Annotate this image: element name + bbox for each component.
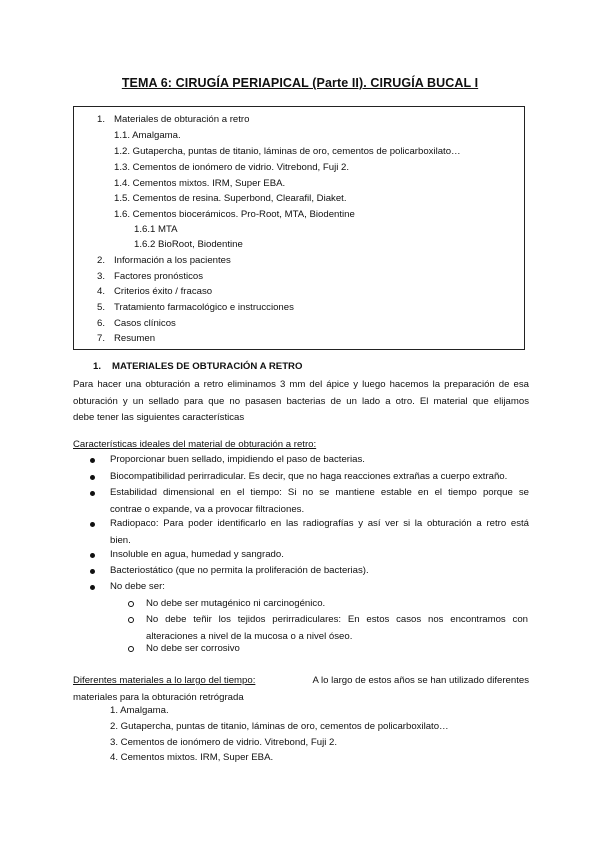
toc-item: 1.6.2 BioRoot, Biodentine [134, 239, 243, 250]
list-item: 4. Cementos mixtos. IRM, Super EBA. [110, 752, 274, 763]
list-item: 1. Amalgama. [110, 705, 169, 716]
list-item: 2. Gutapercha, puntas de titanio, láminas de oro, cementos de policarboxilato… [110, 721, 449, 732]
bullet-icon [90, 569, 95, 574]
bullet-icon [90, 553, 95, 558]
page-title: TEMA 6: CIRUGÍA PERIAPICAL (Parte II). CIRUGÍA BUCAL I [121, 76, 479, 90]
materials-over-time-paragraph: Diferentes materiales a lo largo del tiempo: A lo largo de estos años se han utilizado diferentes materiales para la obturación retrógrada [73, 675, 529, 703]
sub-list-item: No debe teñir los tejidos perirradiculares: En estos casos nos encontramos con alteraciones a nivel de la mucosa o a nivel óseo. [128, 612, 528, 645]
bullet-icon [90, 491, 95, 496]
table-of-contents: 1. Materiales de obturación a retro 1.1. Amalgama. 1.2. Gutapercha, puntas de titanio, láminas de oro, cementos de policarboxilato… 1.3. Cementos de ionómero de vidrio. Vitrebond, Fuji 2. 1.4. Cementos mixtos. IRM, Super EBA. 1.5. Cementos de resina. Superbond, Clearafil, Diaket. 1.6. Cementos biocerámicos. Pro-Root, MTA, Biodentine 1.6.1 MTA 1.6.2 BioRoot, Biodentine 2. Información a los pacientes 3. Factores pronósticos 4. Criterios éxito / fracaso 5. Tratamiento farmacológico e instrucciones 6. Casos clínicos 7. Resumen [73, 106, 525, 350]
toc-item: 1.6.1 MTA [134, 224, 178, 235]
bullet-icon [90, 458, 95, 463]
toc-item: 1.6. Cementos biocerámicos. Pro-Root, MTA, Biodentine [114, 209, 355, 220]
circle-bullet-icon [128, 646, 134, 652]
ideal-characteristics-heading: Características ideales del material de obturación a retro: [73, 439, 317, 450]
circle-bullet-icon [128, 601, 134, 607]
list-item: Estabilidad dimensional en el tiempo: Si no se mantiene estable en el tiempo porque se contrae o expande, va a provocar filtraciones. [90, 485, 530, 518]
list-item: Radiopaco: Para poder identificarlo en las radiografías y así ver si la obturación a retro está bien. [90, 516, 530, 549]
circle-bullet-icon [128, 617, 134, 623]
intro-paragraph: Para hacer una obturación a retro eliminamos 3 mm del ápice y luego hacemos la preparación de esa obturación y un sellado para que no pasasen bacterias de un lado a otro. El material que elijamos debe tener las siguientes características [73, 379, 529, 423]
toc-item: 1.4. Cementos mixtos. IRM, Super EBA. [114, 178, 286, 189]
toc-item: 1.3. Cementos de ionómero de vidrio. Vitrebond, Fuji 2. [114, 162, 349, 173]
bullet-icon [90, 585, 95, 590]
document-page: TEMA 6: CIRUGÍA PERIAPICAL (Parte II). CIRUGÍA BUCAL I 1. Materiales de obturación a retro 1.1. Amalgama. 1.2. Gutapercha, puntas de titanio, láminas de oro, cementos de policarboxilato… 1.3. Cementos de ionómero de vidrio. Vitrebond, Fuji 2. 1.4. Cementos mixtos. IRM, Super EBA. 1.5. Cementos de resina. Superbond, Clearafil, Diaket. 1.6. Cementos biocerámicos. Pro-Root, MTA, Biodentine 1.6.1 MTA 1.6.2 BioRoot, Biodentine 2. Información a los pacientes 3. Factores pronósticos 4. Criterios éxito / fracaso 5. Tratamiento farmacológico e instrucciones 6. Casos clínicos 7. Resumen 1. MATERIALES DE OBTURACIÓN A RETRO Para hacer una obturación a retro eliminamos 3 mm del ápice y luego hacemos la preparación de esa obturación y un sellado para que no pasasen bacterias de un lado a otro. El material que elijamos debe tener las siguientes características Características ideales del material de obturación a retro: Proporcionar buen sellado, impidiendo el paso de bacterias. Biocompatibilidad perirradicular. Es decir, que no haga reacciones extrañas a cuerpo extraño. Estabilidad dimensional en el tiempo: Si no se mantiene estable en el tiempo porque se contrae o expande, va a provocar filtraciones. Radiopaco: Para poder identificarlo en las radiografías y así ver si la obturación a retro está bien. Insoluble en agua, humedad y sangrado. Bacteriostático (que no permita la proliferación de bacterias). No debe ser: No debe ser mutagénico ni carcinogénico. No debe teñir los tejidos perirradiculares: En estos casos nos encontramos con alteraciones a nivel de la mucosa o a nivel óseo. No debe ser corrosivo Diferentes materiales a lo largo del tiempo: A lo largo de estos años se han utilizado diferentes materiales para la obturación retrógrada 1. Amalgama. 2. Gutapercha, puntas de titanio, láminas de oro, cementos de policarboxilato… 3. Cementos de ionómero de vidrio. Vitrebond, Fuji 2. 4. Cementos mixtos. IRM, Super EBA. [0, 0, 600, 848]
bullet-icon [90, 475, 95, 480]
toc-item: 1.2. Gutapercha, puntas de titanio, láminas de oro, cementos de policarboxilato… [114, 146, 461, 157]
list-item: 3. Cementos de ionómero de vidrio. Vitrebond, Fuji 2. [110, 737, 337, 748]
toc-item: 1.5. Cementos de resina. Superbond, Clearafil, Diaket. [114, 193, 347, 204]
toc-item: 1.1. Amalgama. [114, 130, 181, 141]
bullet-icon [90, 522, 95, 527]
